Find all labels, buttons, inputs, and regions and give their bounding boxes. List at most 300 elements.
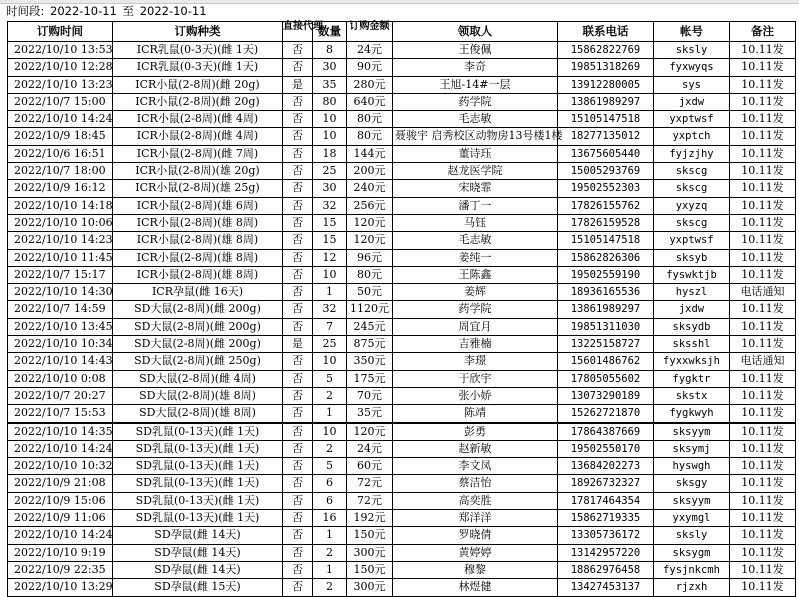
table-row[interactable] [8,544,796,561]
cell-order-type[interactable]: SD大鼠(2-8周)(雌 250g) [113,353,283,370]
cell-quantity[interactable]: 7 [313,318,347,335]
cell-recipient[interactable]: 药学院 [393,301,558,318]
cell-phone[interactable]: 15862719335 [558,510,654,527]
cell-direct-agent[interactable]: 否 [283,387,313,404]
cell-account[interactable]: hyszl [654,284,730,301]
cell-recipient[interactable]: 彭勇 [393,423,558,441]
table-row[interactable] [8,440,796,457]
table-row[interactable] [8,301,796,318]
cell-amount[interactable]: 96元 [347,249,393,266]
cell-account[interactable]: yxptwsf [654,111,730,128]
cell-recipient[interactable]: 穆黎 [393,561,558,578]
cell-phone[interactable]: 15862822769 [558,42,654,59]
cell-order-time[interactable]: 2022/10/7 15:00 [8,93,113,110]
cell-amount[interactable]: 90元 [347,59,393,76]
cell-phone[interactable]: 18862976458 [558,561,654,578]
cell-quantity[interactable]: 16 [313,510,347,527]
cell-phone[interactable]: 13073290189 [558,387,654,404]
cell-phone[interactable]: 15262721870 [558,405,654,423]
period-start[interactable]: 2022-10-11 [50,4,117,18]
cell-phone[interactable]: 15105147518 [558,232,654,249]
cell-order-time[interactable]: 2022/10/10 12:28 [8,59,113,76]
cell-order-time[interactable]: 2022/10/10 14:24 [8,527,113,544]
cell-order-type[interactable]: SD孕鼠(雌 14天) [113,544,283,561]
cell-order-time[interactable]: 2022/10/10 10:34 [8,336,113,353]
cell-order-type[interactable]: SD乳鼠(0-13天)(雌 1天) [113,458,283,475]
cell-quantity[interactable]: 2 [313,579,347,596]
table-row[interactable] [8,387,796,404]
cell-recipient[interactable]: 李文凤 [393,458,558,475]
cell-note[interactable]: 10.11发 [730,561,796,578]
cell-recipient[interactable]: 董诗珏 [393,145,558,162]
cell-account[interactable]: skscg [654,180,730,197]
cell-account[interactable]: rjzxh [654,579,730,596]
cell-phone[interactable]: 18277135012 [558,128,654,145]
table-row[interactable] [8,423,796,441]
cell-order-time[interactable]: 2022/10/10 13:29 [8,579,113,596]
cell-order-type[interactable]: ICR小鼠(2-8周)(雄 25g) [113,180,283,197]
cell-direct-agent[interactable]: 否 [283,510,313,527]
cell-phone[interactable]: 13142957220 [558,544,654,561]
cell-order-type[interactable]: ICR小鼠(2-8周)(雄 8周) [113,232,283,249]
cell-quantity[interactable]: 5 [313,458,347,475]
cell-order-time[interactable]: 2022/10/9 15:06 [8,492,113,509]
cell-direct-agent[interactable]: 否 [283,59,313,76]
cell-amount[interactable]: 120元 [347,423,393,441]
cell-note[interactable]: 10.11发 [730,197,796,214]
cell-account[interactable]: fyswktjb [654,266,730,283]
cell-account[interactable]: sksydb [654,318,730,335]
cell-phone[interactable]: 18936165536 [558,284,654,301]
table-row[interactable] [8,180,796,197]
cell-direct-agent[interactable]: 否 [283,318,313,335]
table-row[interactable] [8,145,796,162]
cell-order-type[interactable]: SD孕鼠(雌 14天) [113,527,283,544]
header-note[interactable]: 备注 [730,22,796,42]
cell-recipient[interactable]: 王旭-14#一层 [393,76,558,93]
cell-quantity[interactable]: 8 [313,42,347,59]
cell-note[interactable]: 10.11发 [730,370,796,387]
cell-order-type[interactable]: ICR小鼠(2-8周)(雄 8周) [113,266,283,283]
cell-order-time[interactable]: 2022/10/10 10:32 [8,458,113,475]
cell-quantity[interactable]: 1 [313,284,347,301]
cell-recipient[interactable]: 林煜健 [393,579,558,596]
cell-order-time[interactable]: 2022/10/10 13:53 [8,42,113,59]
cell-recipient[interactable]: 姜纯一 [393,249,558,266]
cell-order-type[interactable]: ICR小鼠(2-8周)(雌 20g) [113,76,283,93]
table-row[interactable] [8,475,796,492]
cell-order-type[interactable]: ICR小鼠(2-8周)(雌 4周) [113,128,283,145]
cell-order-time[interactable]: 2022/10/10 0:08 [8,370,113,387]
cell-quantity[interactable]: 10 [313,423,347,441]
cell-account[interactable]: skscg [654,214,730,231]
cell-direct-agent[interactable]: 否 [283,458,313,475]
table-row[interactable] [8,336,796,353]
cell-quantity[interactable]: 6 [313,475,347,492]
table-row[interactable] [8,249,796,266]
cell-note[interactable]: 10.11发 [730,145,796,162]
cell-order-time[interactable]: 2022/10/10 14:43 [8,353,113,370]
table-row[interactable] [8,579,796,596]
cell-order-type[interactable]: ICR孕鼠(雌 16天) [113,284,283,301]
cell-amount[interactable]: 350元 [347,353,393,370]
cell-quantity[interactable]: 2 [313,387,347,404]
table-row[interactable] [8,353,796,370]
cell-direct-agent[interactable]: 否 [283,249,313,266]
cell-direct-agent[interactable]: 否 [283,284,313,301]
cell-account[interactable]: sys [654,76,730,93]
table-row[interactable] [8,59,796,76]
cell-amount[interactable]: 300元 [347,579,393,596]
cell-order-type[interactable]: SD大鼠(2-8周)(雌 200g) [113,318,283,335]
cell-direct-agent[interactable]: 否 [283,266,313,283]
cell-recipient[interactable]: 王俊佩 [393,42,558,59]
cell-order-type[interactable]: SD乳鼠(0-13天)(雌 1天) [113,423,283,441]
cell-order-time[interactable]: 2022/10/7 15:53 [8,405,113,423]
cell-phone[interactable]: 13861989297 [558,301,654,318]
cell-order-time[interactable]: 2022/10/9 11:06 [8,510,113,527]
cell-account[interactable]: fygkwyh [654,405,730,423]
header-phone[interactable]: 联系电话 [558,22,654,42]
cell-recipient[interactable]: 聂骏宇 启秀校区动物房13号楼1楼 [393,128,558,145]
cell-order-type[interactable]: SD大鼠(2-8周)(雌 200g) [113,336,283,353]
cell-amount[interactable]: 150元 [347,561,393,578]
cell-amount[interactable]: 35元 [347,405,393,423]
cell-note[interactable]: 10.11发 [730,42,796,59]
cell-phone[interactable]: 13675605440 [558,145,654,162]
cell-direct-agent[interactable]: 否 [283,42,313,59]
cell-order-type[interactable]: SD大鼠(2-8周)(雄 8周) [113,405,283,423]
cell-quantity[interactable]: 15 [313,214,347,231]
cell-recipient[interactable]: 药学院 [393,93,558,110]
cell-note[interactable]: 10.11发 [730,527,796,544]
header-recipient[interactable]: 领取人 [393,22,558,42]
cell-account[interactable]: sksshl [654,336,730,353]
cell-direct-agent[interactable]: 否 [283,214,313,231]
cell-direct-agent[interactable]: 否 [283,353,313,370]
cell-order-time[interactable]: 2022/10/9 22:35 [8,561,113,578]
cell-phone[interactable]: 13912280005 [558,76,654,93]
cell-account[interactable]: sksgy [654,475,730,492]
cell-order-type[interactable]: ICR小鼠(2-8周)(雄 6周) [113,197,283,214]
cell-note[interactable]: 10.11发 [730,266,796,283]
cell-order-type[interactable]: SD乳鼠(0-13天)(雌 1天) [113,492,283,509]
cell-direct-agent[interactable]: 否 [283,180,313,197]
cell-account[interactable]: sksyym [654,423,730,441]
cell-phone[interactable]: 19502552303 [558,180,654,197]
cell-quantity[interactable]: 2 [313,544,347,561]
cell-account[interactable]: jxdw [654,93,730,110]
cell-order-type[interactable]: SD乳鼠(0-13天)(雌 1天) [113,510,283,527]
cell-quantity[interactable]: 25 [313,163,347,180]
cell-order-time[interactable]: 2022/10/10 11:45 [8,249,113,266]
cell-note[interactable]: 10.11发 [730,579,796,596]
cell-recipient[interactable]: 于欣宇 [393,370,558,387]
cell-order-time[interactable]: 2022/10/10 14:24 [8,440,113,457]
cell-order-type[interactable]: SD孕鼠(雌 14天) [113,561,283,578]
cell-direct-agent[interactable]: 否 [283,301,313,318]
cell-note[interactable]: 10.11发 [730,128,796,145]
cell-phone[interactable]: 17817464354 [558,492,654,509]
cell-order-time[interactable]: 2022/10/10 14:24 [8,111,113,128]
cell-quantity[interactable]: 12 [313,249,347,266]
cell-recipient[interactable]: 李奇 [393,59,558,76]
cell-direct-agent[interactable]: 否 [283,197,313,214]
cell-note[interactable]: 10.11发 [730,475,796,492]
cell-direct-agent[interactable]: 否 [283,405,313,423]
cell-phone[interactable]: 13427453137 [558,579,654,596]
cell-recipient[interactable]: 周宜月 [393,318,558,335]
cell-quantity[interactable]: 1 [313,405,347,423]
cell-recipient[interactable]: 郑洋洋 [393,510,558,527]
cell-account[interactable]: sksymj [654,440,730,457]
cell-note[interactable]: 10.11发 [730,458,796,475]
table-row[interactable] [8,76,796,93]
cell-phone[interactable]: 19502559190 [558,266,654,283]
cell-account[interactable]: jxdw [654,301,730,318]
cell-amount[interactable]: 60元 [347,458,393,475]
cell-account[interactable]: fyjzjhy [654,145,730,162]
cell-amount[interactable]: 24元 [347,42,393,59]
cell-direct-agent[interactable]: 是 [283,76,313,93]
cell-direct-agent[interactable]: 否 [283,492,313,509]
cell-note[interactable]: 10.11发 [730,111,796,128]
header-order-type[interactable]: 订购种类 [113,22,283,42]
cell-quantity[interactable]: 30 [313,180,347,197]
cell-quantity[interactable]: 18 [313,145,347,162]
cell-order-type[interactable]: ICR小鼠(2-8周)(雄 8周) [113,249,283,266]
table-row[interactable] [8,527,796,544]
cell-note[interactable]: 10.11发 [730,214,796,231]
cell-recipient[interactable]: 赵龙医学院 [393,163,558,180]
cell-order-time[interactable]: 2022/10/10 14:30 [8,284,113,301]
cell-recipient[interactable]: 毛志敏 [393,232,558,249]
cell-amount[interactable]: 245元 [347,318,393,335]
cell-phone[interactable]: 17826159528 [558,214,654,231]
cell-order-type[interactable]: ICR小鼠(2-8周)(雄 20g) [113,163,283,180]
cell-recipient[interactable]: 李璟 [393,353,558,370]
table-row[interactable] [8,42,796,59]
cell-recipient[interactable]: 黄婷婷 [393,544,558,561]
cell-account[interactable]: yxymgl [654,510,730,527]
table-row[interactable] [8,510,796,527]
cell-order-type[interactable]: ICR乳鼠(0-3天)(雌 1天) [113,42,283,59]
cell-phone[interactable]: 13305736172 [558,527,654,544]
cell-note[interactable]: 10.11发 [730,405,796,423]
table-row[interactable] [8,163,796,180]
cell-direct-agent[interactable]: 否 [283,544,313,561]
cell-amount[interactable]: 80元 [347,111,393,128]
cell-phone[interactable]: 15601486762 [558,353,654,370]
cell-amount[interactable]: 200元 [347,163,393,180]
cell-amount[interactable]: 240元 [347,180,393,197]
cell-direct-agent[interactable]: 否 [283,93,313,110]
period-end[interactable]: 2022-10-11 [139,4,207,18]
cell-note[interactable]: 10.11发 [730,440,796,457]
cell-order-time[interactable]: 2022/10/10 13:23 [8,76,113,93]
cell-account[interactable]: hyswgh [654,458,730,475]
cell-amount[interactable]: 24元 [347,440,393,457]
header-amount[interactable]: 订购金额 [347,22,393,42]
cell-phone[interactable]: 19502550170 [558,440,654,457]
cell-quantity[interactable]: 1 [313,561,347,578]
cell-order-type[interactable]: ICR小鼠(2-8周)(雌 4周) [113,111,283,128]
cell-phone[interactable]: 17864387669 [558,423,654,441]
cell-quantity[interactable]: 6 [313,492,347,509]
cell-note[interactable]: 10.11发 [730,387,796,404]
cell-amount[interactable]: 72元 [347,492,393,509]
cell-account[interactable]: fyxwyqs [654,59,730,76]
cell-recipient[interactable]: 张小娇 [393,387,558,404]
cell-order-type[interactable]: SD乳鼠(0-13天)(雌 1天) [113,475,283,492]
cell-direct-agent[interactable]: 是 [283,336,313,353]
cell-note[interactable]: 10.11发 [730,93,796,110]
cell-direct-agent[interactable]: 否 [283,527,313,544]
cell-recipient[interactable]: 蔡洁怡 [393,475,558,492]
cell-note[interactable]: 10.11发 [730,336,796,353]
table-row[interactable] [8,197,796,214]
cell-quantity[interactable]: 32 [313,301,347,318]
cell-order-type[interactable]: SD乳鼠(0-13天)(雌 1天) [113,440,283,457]
cell-recipient[interactable]: 赵新敏 [393,440,558,457]
cell-amount[interactable]: 144元 [347,145,393,162]
cell-order-type[interactable]: SD孕鼠(雌 15天) [113,579,283,596]
cell-recipient[interactable]: 吉雅楠 [393,336,558,353]
cell-phone[interactable]: 13684202273 [558,458,654,475]
table-row[interactable] [8,405,796,423]
cell-amount[interactable]: 256元 [347,197,393,214]
table-row[interactable] [8,128,796,145]
cell-direct-agent[interactable]: 否 [283,163,313,180]
cell-quantity[interactable]: 32 [313,197,347,214]
cell-order-type[interactable]: ICR小鼠(2-8周)(雌 7周) [113,145,283,162]
cell-quantity[interactable]: 10 [313,353,347,370]
cell-phone[interactable]: 17826155762 [558,197,654,214]
cell-note[interactable]: 电话通知 [730,284,796,301]
header-quantity[interactable]: 数量 [313,22,347,42]
cell-order-time[interactable]: 2022/10/10 13:45 [8,318,113,335]
header-account[interactable]: 帐号 [654,22,730,42]
cell-phone[interactable]: 17805055602 [558,370,654,387]
cell-recipient[interactable]: 陈靖 [393,405,558,423]
cell-direct-agent[interactable]: 否 [283,128,313,145]
cell-recipient[interactable]: 王陈鑫 [393,266,558,283]
cell-phone[interactable]: 19851311030 [558,318,654,335]
cell-account[interactable]: sksly [654,42,730,59]
cell-account[interactable]: yxyzq [654,197,730,214]
cell-quantity[interactable]: 30 [313,59,347,76]
cell-order-time[interactable]: 2022/10/7 14:59 [8,301,113,318]
cell-phone[interactable]: 15105147518 [558,111,654,128]
cell-order-type[interactable]: SD大鼠(2-8周)(雌 4周) [113,370,283,387]
cell-note[interactable]: 10.11发 [730,249,796,266]
table-row[interactable] [8,561,796,578]
cell-quantity[interactable]: 1 [313,527,347,544]
cell-amount[interactable]: 280元 [347,76,393,93]
cell-order-time[interactable]: 2022/10/10 14:35 [8,423,113,441]
cell-quantity[interactable]: 10 [313,111,347,128]
table-row[interactable] [8,318,796,335]
cell-recipient[interactable]: 高奕胜 [393,492,558,509]
cell-amount[interactable]: 300元 [347,544,393,561]
cell-order-type[interactable]: ICR小鼠(2-8周)(雌 20g) [113,93,283,110]
cell-direct-agent[interactable]: 否 [283,579,313,596]
cell-note[interactable]: 10.11发 [730,59,796,76]
cell-amount[interactable]: 192元 [347,510,393,527]
cell-amount[interactable]: 120元 [347,214,393,231]
cell-note[interactable]: 10.11发 [730,232,796,249]
cell-quantity[interactable]: 15 [313,232,347,249]
table-row[interactable] [8,266,796,283]
table-row[interactable] [8,492,796,509]
cell-account[interactable]: fyxxwksjh [654,353,730,370]
cell-account[interactable]: fysjnkcmh [654,561,730,578]
cell-order-time[interactable]: 2022/10/7 20:27 [8,387,113,404]
cell-quantity[interactable]: 80 [313,93,347,110]
cell-account[interactable]: yxptch [654,128,730,145]
cell-note[interactable]: 10.11发 [730,423,796,441]
cell-order-type[interactable]: SD大鼠(2-8周)(雄 8周) [113,387,283,404]
cell-phone[interactable]: 19851318269 [558,59,654,76]
cell-recipient[interactable]: 潘丁一 [393,197,558,214]
cell-order-type[interactable]: ICR小鼠(2-8周)(雄 8周) [113,214,283,231]
cell-note[interactable]: 10.11发 [730,301,796,318]
cell-order-time[interactable]: 2022/10/7 18:00 [8,163,113,180]
cell-amount[interactable]: 50元 [347,284,393,301]
cell-order-time[interactable]: 2022/10/10 14:23 [8,232,113,249]
table-row[interactable] [8,370,796,387]
cell-account[interactable]: skstx [654,387,730,404]
cell-account[interactable]: yxptwsf [654,232,730,249]
header-order-time[interactable]: 订购时间 [8,22,113,42]
cell-order-time[interactable]: 2022/10/10 10:06 [8,214,113,231]
cell-order-time[interactable]: 2022/10/6 16:51 [8,145,113,162]
cell-account[interactable]: sksyb [654,249,730,266]
cell-recipient[interactable]: 马钰 [393,214,558,231]
cell-amount[interactable]: 120元 [347,232,393,249]
table-row[interactable] [8,458,796,475]
cell-amount[interactable]: 80元 [347,128,393,145]
cell-direct-agent[interactable]: 否 [283,440,313,457]
cell-order-type[interactable]: SD大鼠(2-8周)(雌 200g) [113,301,283,318]
cell-note[interactable]: 10.11发 [730,544,796,561]
cell-direct-agent[interactable]: 否 [283,370,313,387]
cell-account[interactable]: fygktr [654,370,730,387]
cell-amount[interactable]: 70元 [347,387,393,404]
table-row[interactable] [8,214,796,231]
cell-phone[interactable]: 15005293769 [558,163,654,180]
header-direct-agent[interactable]: 直接代理 [283,22,313,42]
cell-recipient[interactable]: 毛志敏 [393,111,558,128]
table-row[interactable] [8,111,796,128]
cell-direct-agent[interactable]: 否 [283,232,313,249]
cell-amount[interactable]: 175元 [347,370,393,387]
cell-note[interactable]: 10.11发 [730,76,796,93]
cell-direct-agent[interactable]: 否 [283,423,313,441]
cell-order-time[interactable]: 2022/10/7 15:17 [8,266,113,283]
table-row[interactable] [8,93,796,110]
cell-account[interactable]: sksygm [654,544,730,561]
cell-phone[interactable]: 13225158727 [558,336,654,353]
cell-order-time[interactable]: 2022/10/10 9:19 [8,544,113,561]
cell-note[interactable]: 10.11发 [730,492,796,509]
cell-amount[interactable]: 80元 [347,266,393,283]
cell-amount[interactable]: 150元 [347,527,393,544]
cell-note[interactable]: 10.11发 [730,163,796,180]
cell-phone[interactable]: 13861989297 [558,93,654,110]
table-row[interactable] [8,232,796,249]
cell-note[interactable]: 10.11发 [730,510,796,527]
